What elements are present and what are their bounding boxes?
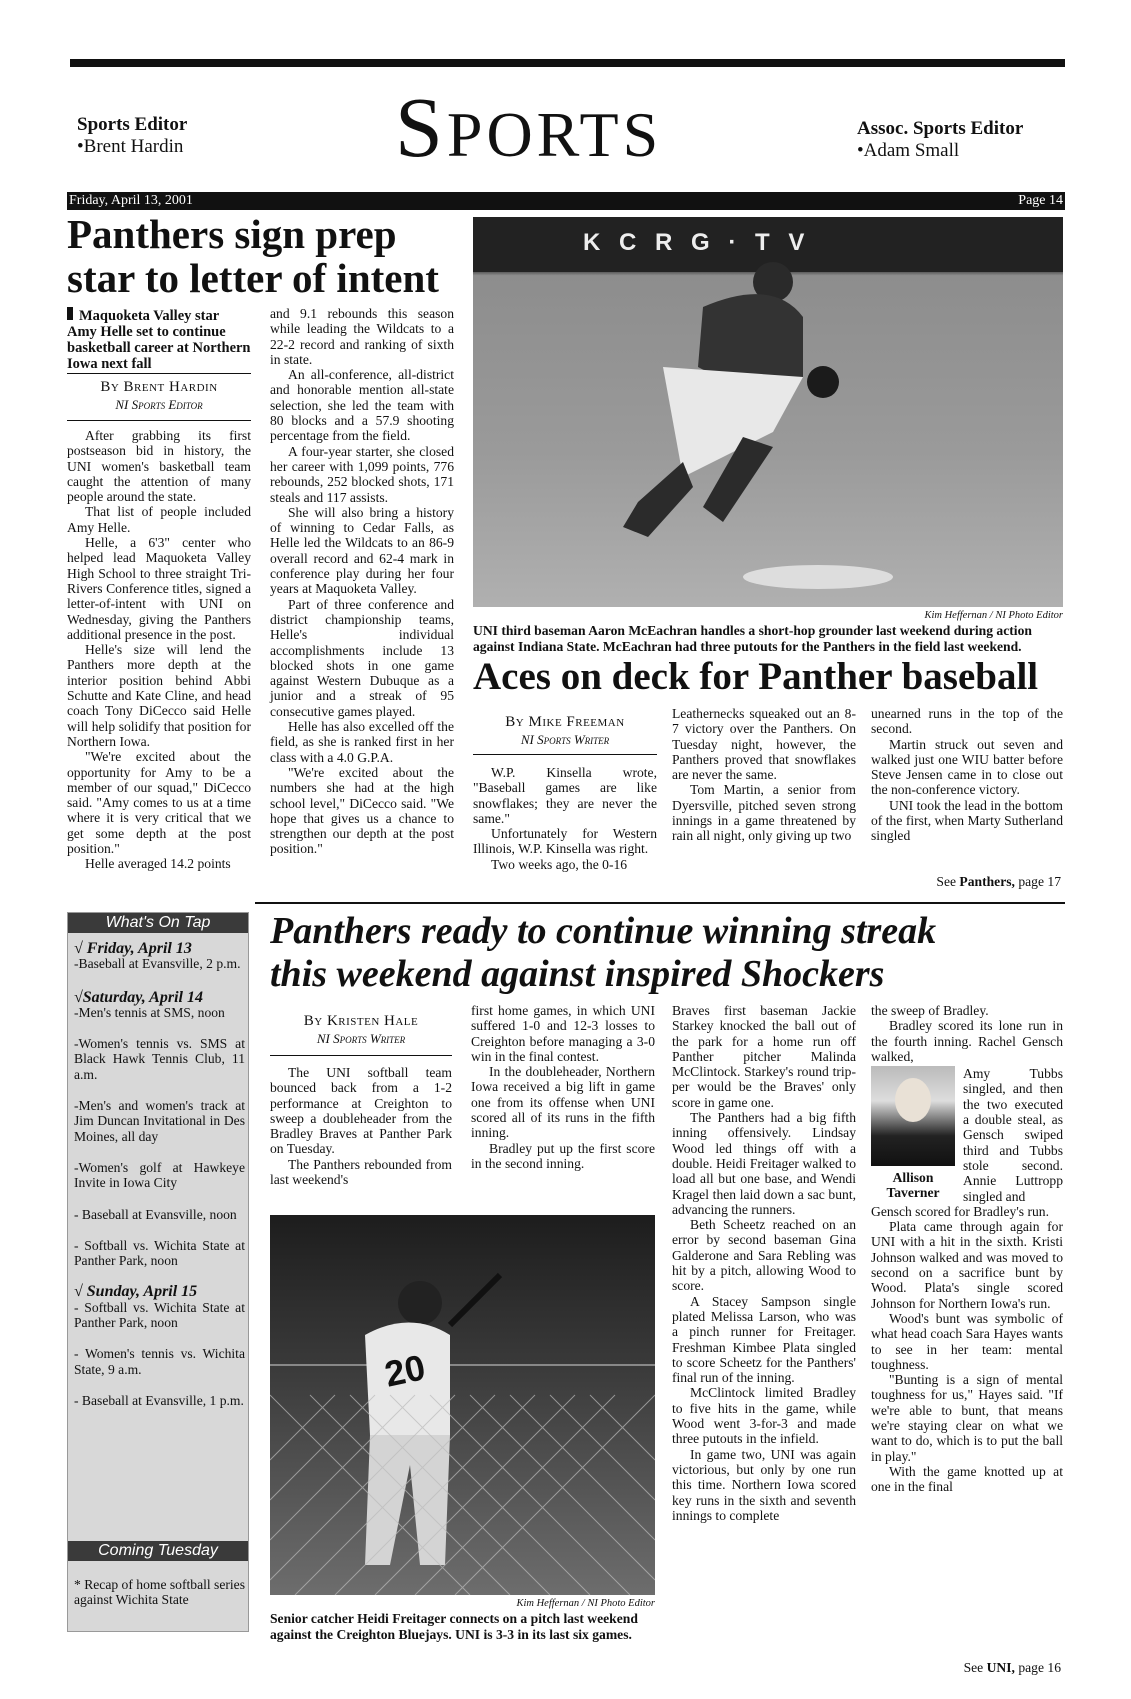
story1-headline: Panthers sign prep star to letter of intent	[67, 211, 439, 301]
sidebar-event: -Baseball at Evansville, 2 p.m.	[74, 956, 241, 972]
paragraph: Tom Martin, a senior from Dyersville, pitched seven strong innings in a game threatened by rain all night, only giving up two	[672, 782, 856, 844]
story3-author: By Kristen Hale	[303, 1013, 419, 1029]
allison-taverner-photo	[871, 1066, 955, 1166]
paragraph: "We're excited about the opportunity for Amy to be a member of our squad," DiCecco said. "Amy comes to us at a time where it is very critical that we get some depth at the post position."	[67, 749, 251, 857]
paragraph: With the game knotted up at one in the final	[871, 1463, 1063, 1495]
photo1-credit: Kim Heffernan / NI Photo Editor	[924, 610, 1063, 621]
sports-editor-credit	[77, 114, 187, 158]
story3-headline-line-2: this weekend against inspired Shockers	[270, 953, 885, 995]
paragraph: Unfortunately for Western Illinois, W.P. Kinsella was right.	[473, 826, 657, 857]
byline-divider	[473, 754, 657, 755]
paragraph: In game two, UNI was again victorious, but only by one run this time. Northern Iowa scored key runs in the sixth and seventh innings to complete	[672, 1446, 856, 1523]
story1-byline	[67, 378, 251, 414]
paragraph: That list of people included Amy Helle.	[67, 504, 251, 535]
deck-bullet-icon	[67, 307, 73, 320]
mugshot-block	[871, 1066, 955, 1204]
byline-divider	[270, 1055, 452, 1056]
section-title-rest: PORTS	[446, 99, 663, 170]
story2-jump	[871, 874, 1061, 890]
face-shape	[895, 1078, 931, 1122]
jump-target: UNI,	[986, 1660, 1015, 1675]
assoc-editor-credit	[857, 118, 1023, 162]
paragraph: Beth Scheetz reached on an error by second baseman Gina Galderone and Sara Rebling was hit by a pitch, allowing Wood to score.	[672, 1217, 856, 1294]
byline-divider	[67, 420, 251, 421]
story3-author-role: NI Sports Writer	[316, 1031, 406, 1046]
paragraph: After grabbing its first postseason bid in history, the UNI women's basketball team caught the attention of many people around the state.	[67, 428, 251, 505]
paragraph: Two weeks ago, the 0-16	[491, 856, 628, 872]
paragraph: The Panthers rebounded from last weekend's	[270, 1156, 452, 1188]
sports-editor-name: •Brent Hardin	[77, 136, 184, 157]
story1-deck	[67, 307, 251, 372]
story2-headline: Aces on deck for Panther baseball	[473, 655, 1039, 698]
whats-on-tap-sidebar	[67, 912, 249, 1632]
infielder-figure	[473, 217, 1063, 607]
paragraph: "Bunting is a sign of mental toughness for us," Hayes said. "If we're able to bunt, that means we're staying clear on what we want to do, which is to put the ball in play."	[871, 1372, 1063, 1464]
coming-tuesday-text: * Recap of home softball series against Wichita State	[74, 1577, 246, 1608]
paragraph: Helle's size will lend the Panthers more depth at the interior position behind Abbi Schutte and Kate Cline, and head coach Tony DiCecco said Helle will help solidify that position for Northern Iowa.	[67, 642, 251, 749]
sidebar-event: -Women's golf at Hawkeye Invite in Iowa City	[74, 1159, 245, 1191]
paragraph: unearned runs in the top of the second.	[871, 706, 1063, 737]
section-title	[395, 79, 663, 180]
sidebar-header: What's On Tap	[68, 913, 248, 933]
paragraph: Gensch scored for Bradley's run.	[871, 1203, 1049, 1219]
paragraph: Helle averaged 14.2 points	[85, 856, 231, 872]
paragraph: Plata came through again for UNI with a hit in the sixth. Kristi Johnson walked and was moved to second on a sacrifice bunt by Wood. Plata's single scored Johnson for Northern Iowa's run.	[871, 1219, 1063, 1311]
batter-photo	[270, 1215, 655, 1595]
paragraph: Leathernecks squeaked out an 8-7 victory over the Panthers. On Tuesday night, however, the Panthers proved that snowflakes are never the same.	[672, 706, 856, 783]
sidebar-event: - Women's tennis vs. Wichita State, 9 a.m.	[74, 1346, 245, 1377]
story3-jump	[871, 1660, 1061, 1676]
sidebar-event: -Women's tennis vs. SMS at Black Hawk Tennis Club, 11 a.m.	[74, 1036, 245, 1082]
sidebar-event: - Baseball at Evansville, 1 p.m.	[74, 1392, 244, 1408]
story2-column-1	[473, 765, 657, 872]
paragraph: She will also bring a history of winning to Cedar Falls, as Helle led the Wildcats to an 86-9 overall record and 62-4 mark in conference play during her four years at Maquoketa Valley.	[270, 504, 454, 597]
sidebar-event: -Men's and women's track at Jim Duncan Invitational in Des Moines, all day	[74, 1098, 245, 1144]
sidebar-day: √ Friday, April 13	[74, 940, 192, 957]
photo2-credit: Kim Heffernan / NI Photo Editor	[516, 1598, 655, 1609]
paragraph: A Stacey Sampson single plated Melissa Larson, who was a pinch runner for Freitager. Freshman Kimbee Plata singled to score Scheetz for the Panthers' final run of the inning.	[672, 1293, 856, 1386]
paragraph: Wood's bunt was symbolic of what head coach Sara Hayes wants to see in her team: mental toughness.	[871, 1310, 1063, 1372]
story1-column-2	[270, 306, 454, 857]
photo2-caption: Senior catcher Heidi Freitager connects on a pitch last weekend against the Creighton Bluejays. UNI is 3-3 in its last six games.	[270, 1611, 638, 1642]
jump-page: page 16	[1014, 1660, 1061, 1675]
story1-author: By Brent Hardin	[100, 379, 218, 395]
wrap-text: Amy Tubbs singled, and then the two executed a double steal, as Gensch swiped third and Tubbs stole second. Annie Luttropp singled and	[963, 1066, 1063, 1204]
paragraph: Bradley put up the first score in the second inning.	[471, 1140, 655, 1171]
sidebar-event: -Men's tennis at SMS, noon	[74, 1004, 225, 1020]
jump-target: Panthers,	[959, 874, 1015, 889]
paragraph: first home games, in which UNI suffered 1-0 and 12-3 losses to Creighton before managing a 3-0 win in the final contest.	[471, 1003, 655, 1064]
masthead-rule	[70, 59, 1065, 67]
date-bar	[67, 192, 1065, 210]
story3-column-1	[270, 1065, 452, 1187]
page-number: Page 14	[1018, 193, 1063, 208]
story1-deck-text: Maquoketa Valley star Amy Helle set to continue basketball career at Northern Iowa next fall	[67, 308, 251, 372]
sidebar-event: - Baseball at Evansville, noon	[74, 1206, 237, 1222]
paragraph: the sweep of Bradley.	[871, 1003, 989, 1018]
paragraph: In the doubleheader, Northern Iowa received a big lift in game one from its offense when UNI scored all of its runs in the fifth inning.	[471, 1064, 655, 1141]
story3-headline	[270, 910, 1065, 996]
paragraph: Bradley scored its lone run in the fourth inning. Rachel Gensch walked,	[871, 1018, 1063, 1064]
batter-figure	[270, 1215, 655, 1595]
jersey-number: 20	[381, 1346, 429, 1395]
sidebar-day: √ Sunday, April 15	[74, 1283, 198, 1301]
paragraph: and 9.1 rebounds this season while leading the Wildcats to a 22-2 record and ranking of sixth in state.	[270, 306, 454, 367]
issue-date: Friday, April 13, 2001	[69, 193, 193, 208]
sports-editor-title: Sports Editor	[77, 114, 188, 135]
assoc-editor-title: Assoc. Sports Editor	[857, 118, 1024, 139]
assoc-editor-name: •Adam Small	[857, 140, 960, 161]
story2-column-3	[871, 706, 1063, 844]
sidebar-event: - Softball vs. Wichita State at Panther Park, noon	[74, 1299, 245, 1331]
paragraph: Helle, a 6'3" center who helped lead Maquoketa Valley High School to three straight Tri-Rivers Conference titles, signed a letter-of-intent with UNI on Wednesday, giving the Panthers additional presence in the post.	[67, 535, 251, 642]
section-divider	[255, 902, 1065, 904]
story2-author: By Mike Freeman	[505, 714, 625, 730]
story1-column-1	[67, 428, 251, 872]
story3-column-4	[871, 1003, 1063, 1495]
sidebar-event: - Softball vs. Wichita State at Panther Park, noon	[74, 1237, 245, 1269]
paragraph: McClintock limited Bradley to five hits in the game, while Wood went 3-for-3 and made three putouts in the infield.	[672, 1385, 856, 1447]
paragraph: Part of three conference and district championship teams, Helle's individual accomplishments include 13 blocked shots in one game against Western Dubuque as a junior and a streak of 95 consecutive games played.	[270, 596, 454, 719]
paragraph: Martin struck out seven and walked just one WIU batter before Steve Jensen came in to close out the non-conference victory.	[871, 736, 1063, 798]
paragraph: Braves first baseman Jackie Starkey knocked the ball out of the park for a home run off Panther pitcher Malinda McClintock. Starkey's round trip-per would be the Braves' only score in game one.	[672, 1003, 856, 1110]
story1-author-role: NI Sports Editor	[115, 397, 203, 412]
paragraph: W.P. Kinsella wrote, "Baseball games are like snowflakes; they are never the same."	[473, 765, 657, 826]
photo1-caption: UNI third baseman Aaron McEachran handles a short-hop grounder last weekend during action against Indiana State. McEachran had three putouts for the Panthers in the field last weekend.	[473, 623, 1032, 654]
paragraph: An all-conference, all-district and honorable mention all-state selection, she led the team with 80 blocks and a 57.9 shooting percentage from the field.	[270, 367, 454, 444]
story3-column-2	[471, 1003, 655, 1171]
sidebar-day: √Saturday, April 14	[74, 988, 203, 1006]
coming-tuesday-header: Coming Tuesday	[68, 1541, 248, 1561]
story2-column-2	[672, 706, 856, 844]
paragraph: UNI took the lead in the bottom of the first, when Marty Sutherland singled	[871, 797, 1063, 844]
jump-page: page 17	[1014, 874, 1061, 889]
paragraph: The Panthers had a big fifth inning offensively. Lindsay Wood led things off with a double. Heidi Freitager walked to load all but one base, and Wendi Kragel then laid down a sac bunt, advancing the runners.	[672, 1110, 856, 1217]
story2-author-role: NI Sports Writer	[520, 732, 610, 747]
baseball-photo	[473, 217, 1063, 607]
story3-headline-line-1: Panthers ready to continue winning streak	[270, 910, 937, 952]
story3-column-3	[672, 1003, 856, 1523]
section-title-initial: S	[395, 79, 447, 175]
mugshot-caption: Allison Taverner	[886, 1170, 940, 1201]
story3-byline	[270, 1012, 452, 1048]
kcrg-sign: K C R G · T V	[583, 229, 811, 256]
paragraph: "We're excited about the numbers she had at the high school level," DiCecco said. "We hope that gives us a chance to strengthen our depth at the post position."	[270, 764, 454, 857]
paragraph: The UNI softball team bounced back from a 1-2 performance at Creighton to sweep a doubleheader from the Bradley Braves at Panther Park on Tuesday.	[270, 1065, 452, 1157]
jump-prefix: See	[936, 874, 960, 889]
mug-wrap	[871, 1066, 1063, 1204]
deck-divider	[67, 373, 251, 374]
jump-prefix: See	[963, 1660, 987, 1675]
story2-byline	[473, 713, 657, 749]
paragraph: Helle has also excelled off the field, as she is ranked first in her class with a 4.0 G.P.A.	[270, 719, 454, 765]
paragraph: A four-year starter, she closed her career with 1,099 points, 776 rebounds, 252 blocked shots, 171 steals and 117 assists.	[270, 443, 454, 505]
